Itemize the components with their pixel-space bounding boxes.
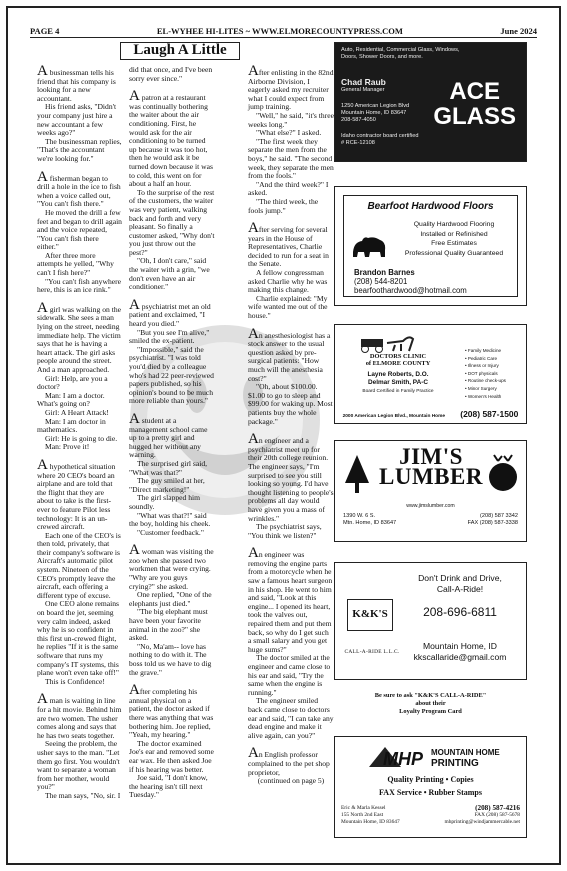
joke-paragraph	[129, 512, 215, 529]
joke-paragraph	[37, 532, 122, 601]
joke-text: "Impossible," said the psychiatrist. "I was told you'd died by a colleague who's had 22 peer-reviewed papers published, so his opinion's bound to be much more reliable than yours."	[129, 344, 214, 406]
joke-text: One replied, "One of the elephants just died."	[129, 590, 212, 608]
joke-text: "What was that?!" said the boy, holding his cheek.	[129, 510, 211, 529]
mhp-address	[341, 805, 400, 826]
drop-cap: A	[37, 63, 48, 79]
ace-license-number: # RCE-12108	[341, 140, 375, 146]
doctors-cert: Board Certified in Family Practice	[362, 389, 434, 394]
clinic-service-item: • Family Medicine	[465, 347, 506, 355]
kk-logo: K&K'S	[347, 599, 393, 631]
joke-text: After three more attempts he yelled, "Why can't I fish here?"	[37, 250, 114, 278]
joke-text: fter completing his annual physical on a patient, the doctor asked if there was anything that was bothering him. Joe replied, "Yeah, my hearing."	[129, 687, 214, 740]
joke-text: fter enlisting in the 82nd Airborne Division, I eagerly asked my recruiter what I could expect from jump training.	[248, 68, 334, 112]
clinic-service-item: • DOT physicals	[465, 370, 506, 378]
joke-text: Girl: He is going to die.	[45, 433, 118, 443]
joke-text: The man says, "No, sir. I	[45, 790, 121, 800]
clinic-service-item: • Women's Health	[465, 393, 506, 401]
kk-contact	[404, 641, 516, 663]
joke-start-paragraph	[129, 542, 215, 591]
doctors-clinic-ad	[334, 324, 527, 424]
joke-paragraph	[129, 740, 215, 774]
joke-text: Girl: Help, are you a doctor?	[37, 373, 108, 392]
tree-icon	[343, 453, 371, 495]
article-column-3	[248, 63, 334, 786]
joke-text: Seeing the problem, the usher says to the man. "Let them go first. You wouldn't want to separate a woman from her mother, would you?"	[37, 739, 120, 792]
joke-text: To the surprise of the rest of the customers, the waiter was very patient, walking back and forth and very pleasant. So finally a customer asked, "Why don't you just throw out the pest?"	[129, 187, 215, 257]
joke-text: (continued on page 5)	[257, 776, 325, 786]
drop-cap: A	[248, 220, 259, 237]
ace-contact-role: General Manager	[341, 87, 385, 93]
doctor-name: Layne Roberts, D.O.	[367, 371, 429, 378]
joke-paragraph	[248, 198, 334, 215]
drop-cap: A	[129, 542, 140, 559]
joke-text: The doctor examined Joe's ear and removed some ear wax. He then asked Joe if his hearing was better.	[129, 738, 214, 774]
joke-paragraph	[37, 392, 122, 409]
joke-text: "Customer feedback."	[137, 527, 204, 537]
joke-text: Charlie explained: "My wife wanted me out of the house."	[248, 293, 328, 321]
joke-text: girl was walking on the sidewalk. She sees a man lying on the street, needing immediate help. The victim says that he is having a heart attack. The girl asks people around the street. And a man approached.	[37, 304, 122, 374]
drop-cap: A	[248, 745, 259, 762]
kk-note-line: Loyalty Program Card	[399, 708, 462, 715]
joke-text: fter serving for several years in the House of Representatives, Charlie decided to run for a seat in the Senate.	[248, 225, 329, 269]
joke-text: Man: I am doctor in mathematics.	[37, 416, 106, 435]
joke-text: The businessman replies, "That's the accountant we're looking for."	[37, 136, 122, 163]
jims-fax: FAX (208) 587-3338	[467, 520, 518, 526]
joke-paragraph	[129, 591, 215, 608]
joke-text: This is Confidence!	[45, 676, 105, 686]
joke-text: The engineer smiled back came close to doctors ear and said, "I can take any dead engine and make it alive again, can you?"	[248, 696, 334, 740]
mhp-address-line: 155 North 2nd East	[341, 812, 384, 818]
drop-cap: A	[248, 545, 259, 562]
joke-text: Joe said, "I don't know, the hearing isn't till next Tuesday."	[129, 773, 208, 800]
joke-text: patron at a restaurant was continually bothering the waiter about the air conditioning. First, he would ask for the air conditioning to be turned up because it was too hot, then he would ask it be turned down because it was to cold, this went on for about a half an hour.	[129, 93, 213, 189]
joke-paragraph	[37, 252, 122, 278]
joke-text: One CEO alone remains on board the jet, seeming very calm indeed, asked why he is so confident in this first un-crewed flight, he replies "If it is the same software that runs my company's IT systems, this plane won't even take off!"	[37, 599, 120, 678]
joke-paragraph	[248, 112, 334, 129]
drop-cap: A	[37, 456, 48, 473]
joke-start-paragraph	[129, 410, 215, 460]
joke-text: Man: Prove it!	[45, 442, 90, 452]
joke-paragraph	[129, 608, 215, 642]
ace-glass-logo	[433, 79, 516, 129]
jims-lumber-ad	[334, 440, 527, 542]
joke-text: student at a management school came up to a pretty girl and hugged her without any warning.	[129, 415, 208, 460]
joke-text: n engineer was removing the engine parts from a motorcycle when he saw a famous heart surgeon in his shop. He went to him and said, "Look at this engine... I opened its heart, took the valves out, repaired them and put them back, so why do I get such a small salary and you get huge sums?"	[248, 550, 333, 654]
joke-paragraph	[37, 740, 122, 792]
bearfoot-border	[343, 195, 518, 297]
jims-address	[343, 513, 396, 527]
joke-paragraph	[248, 138, 334, 181]
joke-paragraph	[248, 295, 334, 321]
mhp-contact	[445, 805, 520, 826]
kk-note-line: about their	[415, 700, 446, 707]
clinic-address: 2000 American Legion Blvd., Mountain Home	[342, 414, 446, 419]
joke-paragraph	[129, 189, 215, 258]
joke-text: Girl: A Heart Attack!	[45, 407, 109, 417]
joke-paragraph	[248, 383, 334, 426]
mountain-home-printing-ad	[334, 736, 527, 838]
joke-paragraph	[248, 777, 334, 786]
joke-text: "No, Ma'am-- love has nothing to do with it. The boss told us we have to dig the grave."	[129, 641, 212, 677]
mhp-logo-short: MHP	[383, 749, 423, 769]
joke-paragraph	[37, 209, 122, 252]
joke-paragraph	[37, 103, 122, 137]
doctors-clinic-logo	[349, 353, 447, 367]
joke-paragraph	[129, 329, 215, 346]
joke-start-paragraph	[37, 691, 122, 740]
joke-text: His friend asks, "Didn't your company just hire a new accountant a few weeks ago?"	[37, 102, 117, 138]
kk-logo-subtitle: CALL-A-RIDE L.L.C.	[344, 649, 400, 655]
ace-address-line: 1250 American Legion Blvd	[341, 103, 410, 109]
joke-text: The doctor smiled at the engineer and came close to his ear and said, "Try the same when the engine is running."	[248, 653, 331, 697]
bearfoot-hardwood-ad	[334, 186, 527, 306]
bearfoot-contact-name: Brandon Barnes	[354, 268, 415, 277]
joke-text: n engineer and a psychiatrist meet up for their 20th college reunion. The engineer says, "I'm surprised to see you still looking so young. I'd have thought listening to people's problems all day would have given you a mass of wrinkles."	[248, 436, 334, 523]
mhp-address-line: Mountain Home, ID 83647	[341, 819, 400, 825]
bearfoot-title: Bearfoot Hardwood Floors	[367, 201, 494, 212]
bearfoot-contact	[354, 268, 467, 295]
joke-paragraph	[129, 529, 215, 538]
drop-cap: A	[37, 299, 48, 316]
joke-text: Man: I am a doctor. What's going on?	[37, 390, 105, 409]
joke-text: n English professor complained to the pet shop proprietor,	[248, 750, 330, 777]
kk-slogan	[404, 573, 516, 595]
kk-loyalty-note	[334, 692, 527, 716]
joke-text: He moved the drill a few feet and began to drill again and the voice repeated, "You can't fish there either."	[37, 207, 122, 252]
jims-lumber-logo	[371, 444, 491, 489]
drop-cap: A	[129, 410, 140, 427]
joke-text: "And the third week?" I asked.	[248, 179, 329, 198]
joke-paragraph	[129, 460, 215, 477]
kk-slogan-line: Call-A-Ride!	[436, 584, 484, 594]
ace-contact-name: Chad Raub	[341, 77, 386, 87]
joke-start-paragraph	[248, 745, 334, 777]
drop-cap: A	[129, 88, 140, 105]
kk-slogan-line: Don't Drink and Drive,	[418, 573, 502, 583]
joke-paragraph	[37, 138, 122, 164]
joke-paragraph	[248, 523, 334, 540]
joke-paragraph	[37, 278, 122, 295]
horse-carriage-icon	[351, 331, 441, 353]
drop-cap: A	[248, 63, 259, 79]
ace-logo-line: ACE	[449, 78, 500, 105]
jims-phone: (208) 587 3342	[480, 513, 518, 519]
ace-logo-line: GLASS	[433, 103, 516, 130]
joke-paragraph	[129, 346, 215, 406]
joke-start-paragraph	[37, 456, 122, 532]
joke-text: The guy smiled at her, "Direct marketing!"	[129, 476, 205, 494]
kk-call-a-ride-ad	[334, 562, 527, 680]
article-column-2	[129, 66, 215, 800]
kk-phone: 208-696-6811	[423, 605, 497, 619]
drop-cap: A	[248, 431, 259, 448]
drop-cap: A	[248, 325, 259, 342]
doctor-name: Delmar Smith, PA-C	[368, 379, 428, 386]
joke-start-paragraph	[129, 88, 215, 189]
ace-address	[341, 103, 409, 124]
joke-text: psychiatrist met an old patient and exclaimed, "I heard you died."	[129, 301, 211, 329]
joke-text: Each one of the CEO's is then told, privately, that their company's software is Aircraft's automatic pilot system. Nineteen of the CEO's promptly leave the aircraft, each offering a different type of excuse.	[37, 530, 121, 600]
bear-icon	[350, 232, 388, 260]
joke-start-paragraph	[37, 168, 122, 209]
jims-website: www.jimslumber.com	[406, 503, 455, 509]
joke-paragraph	[248, 697, 334, 740]
joke-text: businessman tells his friend that his company is looking for a new accountant.	[37, 68, 116, 103]
clinic-service-item: • Pediatric Care	[465, 355, 506, 363]
mhp-logo-line2: PRINTING	[431, 758, 479, 769]
joke-text: "Well," he said, "it's three weeks long."	[248, 110, 334, 129]
joke-paragraph	[37, 792, 122, 801]
joke-start-paragraph	[248, 325, 334, 384]
elk-icon	[488, 453, 518, 495]
joke-start-paragraph	[248, 431, 334, 523]
joke-paragraph	[129, 494, 215, 511]
joke-text: The surprised girl said, "What was that?"	[129, 458, 208, 477]
joke-text: "Oh, I don't care," said the waiter with a grin, "we don't even have an air conditioner."	[129, 256, 210, 292]
joke-paragraph	[248, 269, 334, 295]
joke-paragraph	[37, 443, 122, 452]
joke-text: The girl slapped him soundly.	[129, 493, 201, 511]
joke-text: "You can't fish anywhere here, this is an ice rink."	[37, 276, 122, 295]
mhp-logo	[365, 743, 501, 771]
joke-text: n anesthesiologist has a stock answer to the usual question asked by pre-surgical patients: "How much will the anesthesia cost?"	[248, 330, 331, 383]
page-number: PAGE 4	[30, 25, 60, 36]
joke-start-paragraph	[37, 299, 122, 375]
joke-start-paragraph	[248, 220, 334, 269]
bearfoot-service-line: Quality Hardwood Flooring	[413, 221, 495, 228]
mhp-services-line: FAX Service • Rubber Stamps	[379, 788, 482, 797]
drop-cap: A	[129, 682, 140, 699]
joke-text: A fellow congressman asked Charlie why he was making this change.	[248, 268, 328, 295]
joke-text: "The big elephant must have been your favorite animal in the zoo?" she asked.	[129, 607, 208, 643]
doctors-clinic-name: DOCTORS CLINIC	[369, 353, 427, 360]
ace-license	[341, 133, 418, 147]
joke-text: fisherman began to drill a hole in the ice to fish when a voice called out, "You can't fish there."	[37, 173, 121, 209]
doctors-clinic-contact	[335, 409, 526, 419]
mhp-services-line: Quality Printing • Copies	[387, 775, 474, 784]
joke-start-paragraph	[37, 63, 122, 103]
masthead: EL-WYHEE HI-LITES ~ WWW.ELMORECOUNTYPRESS.COM	[156, 25, 403, 36]
page-header	[30, 24, 537, 38]
drop-cap: A	[129, 296, 140, 313]
bearfoot-service-line: Free Estimates	[431, 240, 477, 247]
ace-license-line: Idaho contractor board certified	[341, 133, 419, 139]
joke-paragraph	[248, 654, 334, 697]
bearfoot-phone: (208) 544-8201	[354, 277, 408, 286]
joke-paragraph	[129, 477, 215, 494]
drop-cap: A	[37, 691, 48, 708]
clinic-service-item: • Illness or Injury	[465, 362, 506, 370]
bearfoot-services	[399, 220, 509, 258]
mhp-logo-line1: MOUNTAIN HOME	[431, 748, 500, 757]
ace-glass-ad	[334, 42, 527, 162]
jims-address-line: 1390 W. 6 S.	[343, 513, 376, 519]
joke-paragraph	[37, 375, 122, 392]
joke-paragraph	[129, 257, 215, 291]
joke-paragraph	[129, 66, 215, 83]
joke-start-paragraph	[129, 682, 215, 740]
joke-paragraph	[37, 678, 122, 687]
article-column-1	[37, 63, 122, 801]
clinic-service-item: • Minor Surgery	[465, 385, 506, 393]
ace-address-line: Mountain Home, ID 83647	[341, 110, 407, 116]
section-title: Laugh A Little	[120, 42, 240, 60]
joke-start-paragraph	[248, 545, 334, 654]
jims-logo-line: JIM'S	[399, 444, 463, 469]
jims-logo-line: LUMBER	[379, 464, 483, 489]
drop-cap: A	[37, 168, 48, 185]
clinic-service-item: • Routine check-ups	[465, 377, 506, 385]
bearfoot-email: bearfoothardwood@hotmail.com	[354, 286, 467, 295]
kk-city: Mountain Home, ID	[422, 641, 498, 651]
joke-text: hypothetical situation where 20 CEO's board an airplane and are told that the flight that they are about to take is the first-ever to feature Pilot less technology: It is an un-crewed aircraft.	[37, 461, 116, 532]
mhp-fax: FAX (208) 587-5678	[474, 812, 520, 818]
mhp-email: mhprinting@windjammercable.net	[444, 819, 520, 825]
mhp-address-line: Eric & Marla Kessel	[341, 805, 386, 811]
kk-email: kkscallaride@gmail.com	[413, 652, 507, 662]
joke-text: woman was visiting the zoo when she passed two workmen that were crying. "Why are you guys crying?" she asked.	[129, 547, 214, 591]
joke-paragraph	[37, 418, 122, 435]
joke-text: "The first week they separate the men from the boys," he said. "The second week, they separate the men from the fools."	[248, 136, 334, 181]
joke-paragraph	[37, 600, 122, 677]
joke-text: did that once, and I've been sorry ever since."	[129, 65, 213, 83]
bearfoot-service-line: Installed or Refinished	[420, 230, 488, 238]
joke-text: "What else?" I asked.	[256, 128, 322, 138]
doctors-clinic-county: of ELMORE COUNTY	[365, 360, 431, 367]
joke-text: man is waiting in line for a hit movie. Behind him are two women. The usher comes along and says that he has two seats together.	[37, 696, 122, 740]
joke-start-paragraph	[129, 296, 215, 329]
joke-paragraph	[248, 181, 334, 198]
joke-text: "The third week, the fools jump."	[248, 196, 319, 215]
kk-note-line: Be sure to ask "K&K'S CALL-A-RIDE"	[374, 692, 487, 699]
jims-phones	[468, 513, 518, 527]
joke-paragraph	[129, 643, 215, 677]
doctors-names	[343, 371, 453, 387]
joke-start-paragraph	[248, 63, 334, 112]
joke-text: The psychiatrist says, "You think we listen?"	[248, 522, 322, 540]
joke-text: "Oh, about $100.00. $1.00 to go to sleep and $99.00 for waking up. Most patients buy the whole package."	[248, 382, 333, 426]
clinic-phone: (208) 587-1500	[460, 409, 519, 419]
jims-address-line: Mtn. Home, ID 83647	[343, 520, 397, 526]
issue-date: June 2024	[500, 25, 537, 36]
bearfoot-service-line: Professional Quality Guaranteed	[404, 249, 504, 257]
clinic-services-list	[465, 347, 506, 400]
ace-phone: 208-587-4050	[341, 117, 376, 123]
joke-paragraph	[129, 774, 215, 800]
ace-services: Auto, Residential, Commercial Glass, Windows, Doors, Shower Doors, and more.	[341, 47, 460, 60]
mhp-phone: (208) 587-4216	[475, 804, 520, 812]
joke-text: "But you see I'm alive," smiled the ex-patient.	[129, 327, 210, 346]
